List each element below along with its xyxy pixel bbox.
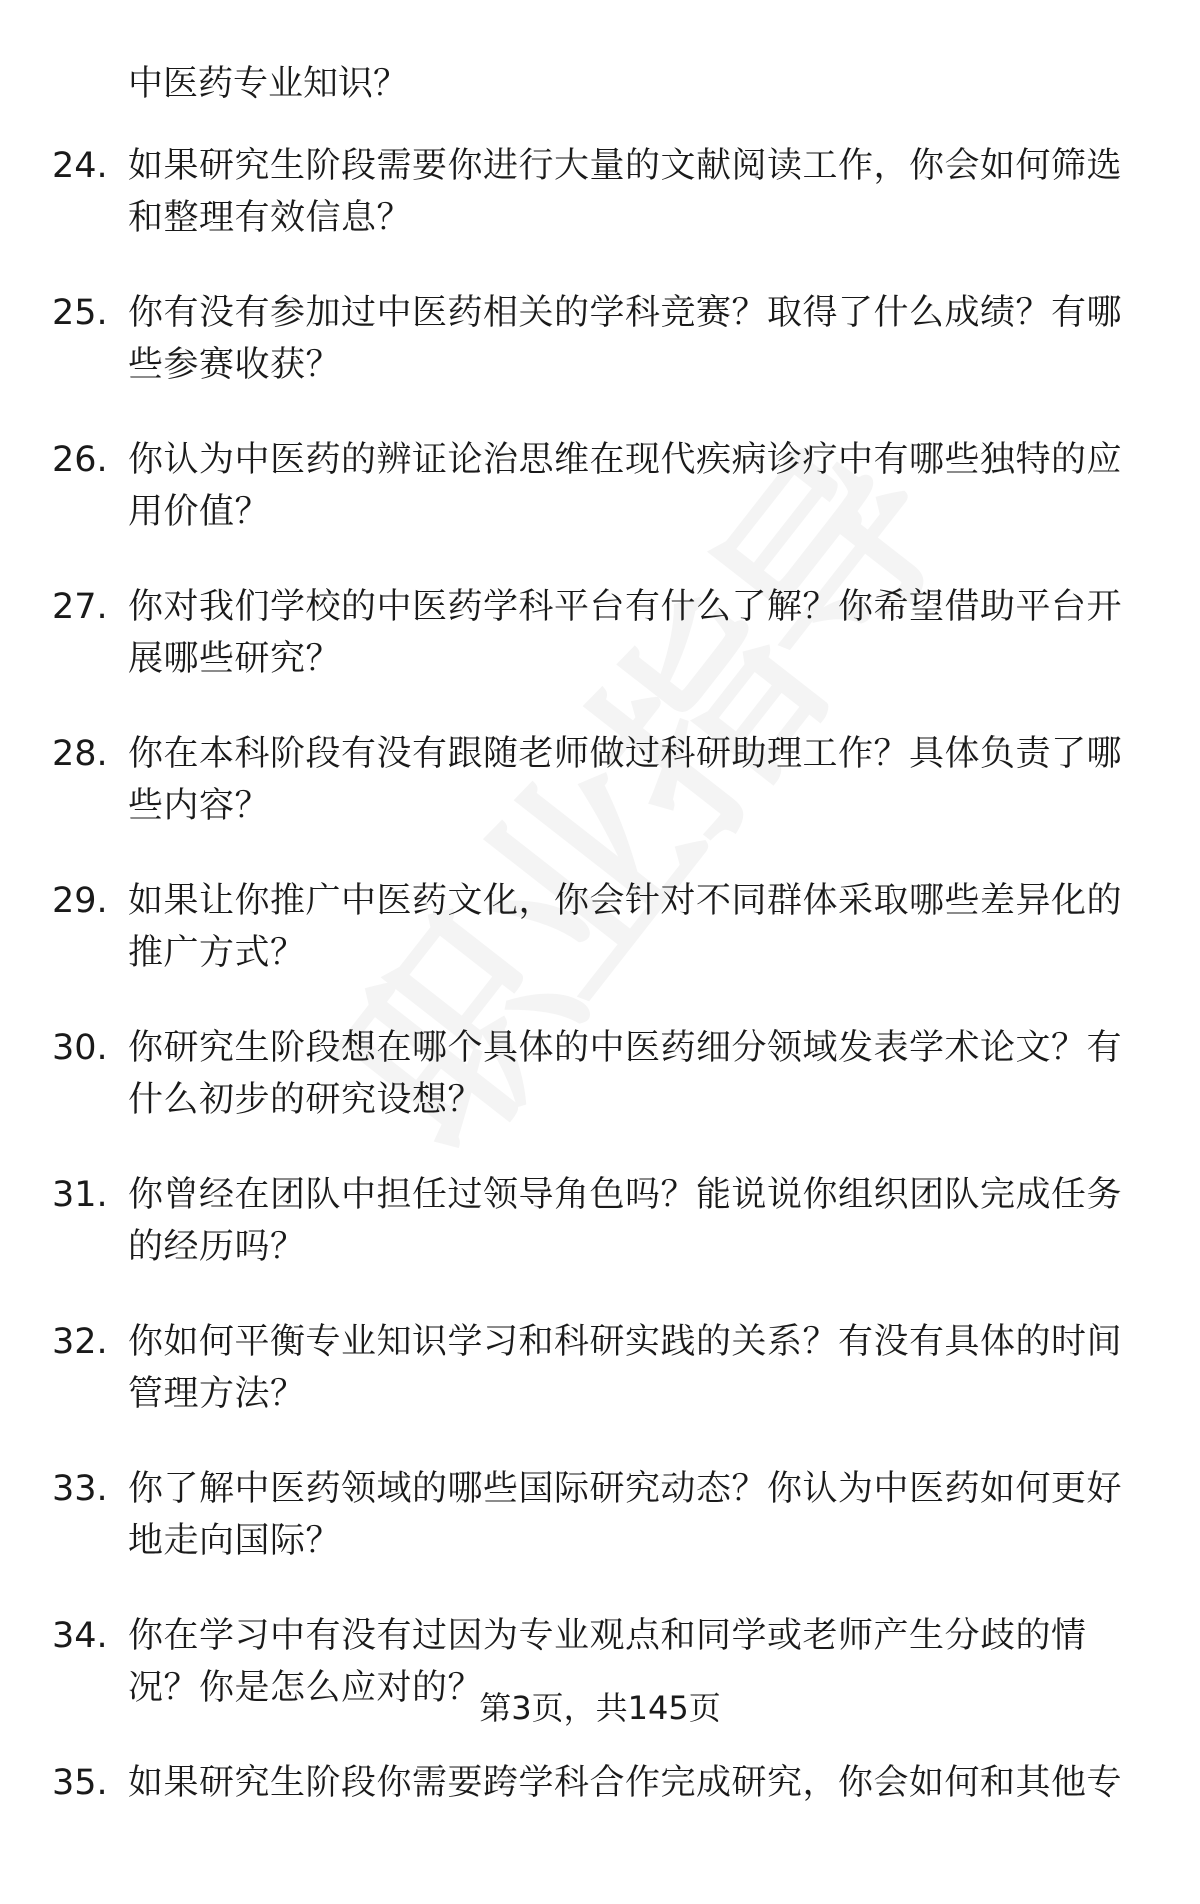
question-text: 你如何平衡专业知识学习和科研实践的关系？有没有具体的时间管理方法？ xyxy=(128,1322,1123,1414)
question-number: 26. xyxy=(52,440,108,480)
question-item xyxy=(0,581,1200,728)
question-text: 你有没有参加过中医药相关的学科竞赛？取得了什么成绩？有哪些参赛收获？ xyxy=(128,293,1123,385)
page-footer: 第3页，共145页 xyxy=(479,1689,721,1727)
question-number: 34. xyxy=(52,1616,108,1656)
question-item xyxy=(0,1022,1200,1169)
question-list xyxy=(0,140,1200,1904)
question-text: 你认为中医药的辨证论治思维在现代疾病诊疗中有哪些独特的应用价值？ xyxy=(128,440,1123,532)
question-number: 35. xyxy=(52,1763,108,1803)
question-text: 你在本科阶段有没有跟随老师做过科研助理工作？具体负责了哪些内容？ xyxy=(128,734,1123,826)
question-text: 你了解中医药领域的哪些国际研究动态？你认为中医药如何更好地走向国际？ xyxy=(128,1469,1123,1561)
question-item xyxy=(0,140,1200,287)
question-text: 你对我们学校的中医药学科平台有什么了解？你希望借助平台开展哪些研究？ xyxy=(128,587,1123,679)
question-number: 24. xyxy=(52,146,108,186)
question-number: 32. xyxy=(52,1322,108,1362)
question-item xyxy=(0,1610,1200,1757)
question-item xyxy=(0,1463,1200,1610)
question-number: 27. xyxy=(52,587,108,627)
question-item xyxy=(0,728,1200,875)
question-number: 28. xyxy=(52,734,108,774)
question-text: 如果让你推广中医药文化，你会针对不同群体采取哪些差异化的推广方式？ xyxy=(128,881,1123,973)
continuation-text: 中医药专业知识？ xyxy=(128,64,409,104)
question-item xyxy=(0,434,1200,581)
question-number: 33. xyxy=(52,1469,108,1509)
question-text: 你研究生阶段想在哪个具体的中医药细分领域发表学术论文？有什么初步的研究设想？ xyxy=(128,1028,1123,1120)
question-item xyxy=(0,1316,1200,1463)
question-text: 如果研究生阶段你需要跨学科合作完成研究，你会如何和其他专 xyxy=(128,1763,1123,1803)
question-number: 31. xyxy=(52,1175,108,1215)
question-item xyxy=(0,287,1200,434)
question-item xyxy=(0,1169,1200,1316)
question-item xyxy=(0,875,1200,1022)
question-number: 25. xyxy=(52,293,108,333)
question-text: 你在学习中有没有过因为专业观点和同学或老师产生分歧的情况？你是怎么应对的？ xyxy=(128,1616,1087,1708)
question-number: 29. xyxy=(52,881,108,921)
question-number: 30. xyxy=(52,1028,108,1068)
question-item xyxy=(0,1757,1200,1904)
question-text: 你曾经在团队中担任过领导角色吗？能说说你组织团队完成任务的经历吗？ xyxy=(128,1175,1123,1267)
question-text: 如果研究生阶段需要你进行大量的文献阅读工作，你会如何筛选和整理有效信息？ xyxy=(128,146,1123,238)
